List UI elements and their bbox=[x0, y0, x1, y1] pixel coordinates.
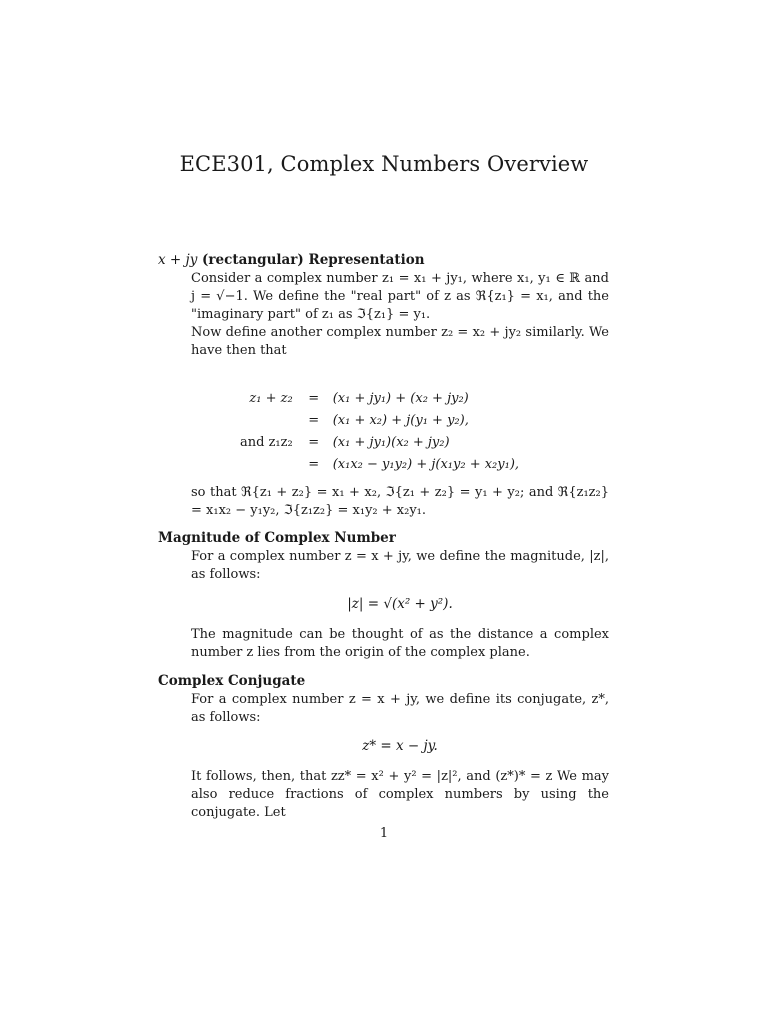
equation-sign: = bbox=[308, 435, 320, 450]
document-title: ECE301, Complex Numbers Overview bbox=[179, 152, 589, 176]
paragraph: For a complex number z = x + jy, we define its conjugate, z*, as follows: bbox=[191, 692, 609, 725]
paragraph: so that ℜ{z₁ + z₂} = x₁ + x₂, ℑ{z₁ + z₂} = y₁ + y₂; and ℜ{z₁z₂} = x₁x₂ − y₁y₂, ℑ{z₁z₂} = x₁y₂ + x₂y₁. bbox=[191, 485, 609, 518]
equation-lhs: and z₁z₂ bbox=[240, 435, 293, 450]
section-conjugate-explanation bbox=[191, 768, 609, 822]
section-heading-math: x + jy bbox=[158, 252, 198, 268]
equation-sign: = bbox=[308, 457, 320, 472]
equation-rhs: (x₁ + jy₁) + (x₂ + jy₂) bbox=[332, 391, 469, 406]
section-conjugate-intro bbox=[191, 691, 609, 727]
equation-rhs: (x₁ + x₂) + j(y₁ + y₂), bbox=[332, 413, 469, 428]
equation-rhs: (x₁ + jy₁)(x₂ + jy₂) bbox=[332, 435, 450, 450]
section-magnitude-intro bbox=[191, 548, 609, 584]
equation-array bbox=[240, 388, 519, 476]
paragraph: The magnitude can be thought of as the distance a complex number z lies from the origin of the complex plane. bbox=[191, 627, 609, 660]
equation-row bbox=[240, 454, 519, 476]
page-number: 1 bbox=[379, 826, 389, 841]
section-rectangular-intro bbox=[191, 270, 609, 360]
equation-row bbox=[240, 410, 519, 432]
section-heading-rectangular bbox=[158, 252, 425, 268]
equation-lhs: z₁ + z₂ bbox=[249, 391, 293, 406]
section-heading-text: (rectangular) Representation bbox=[202, 252, 425, 268]
section-magnitude-explanation bbox=[191, 626, 609, 662]
section-heading-magnitude: Magnitude of Complex Number bbox=[158, 530, 396, 546]
magnitude-equation: |z| = √(x² + y²). bbox=[347, 596, 453, 612]
paragraph: It follows, then, that zz* = x² + y² = |z|², and (z*)* = z We may also reduce fractions of complex numbers by using the conjugate. Let bbox=[191, 769, 609, 820]
section-heading-conjugate: Complex Conjugate bbox=[158, 673, 306, 689]
equation-sign: = bbox=[308, 413, 320, 428]
section-rectangular-conclusion bbox=[191, 484, 609, 520]
equation-sign: = bbox=[308, 391, 320, 406]
conjugate-equation: z* = x − jy. bbox=[362, 738, 438, 754]
equation-lhs bbox=[240, 454, 303, 476]
equation-lhs bbox=[240, 410, 303, 432]
equation-rhs: (x₁x₂ − y₁y₂) + j(x₁y₂ + x₂y₁), bbox=[332, 457, 520, 472]
paragraph: Now define another complex number z₂ = x₂ + jy₂ similarly. We have then that bbox=[191, 325, 609, 358]
paragraph: Consider a complex number z₁ = x₁ + jy₁, where x₁, y₁ ∈ ℝ and j = √−1. We define the "real part" of z as ℜ{z₁} = x₁, and the "imaginary part" of z₁ as ℑ{z₁} = y₁. bbox=[191, 271, 609, 322]
equation-row bbox=[240, 432, 519, 454]
paragraph: For a complex number z = x + jy, we define the magnitude, |z|, as follows: bbox=[191, 549, 609, 582]
equation-row bbox=[240, 388, 519, 410]
